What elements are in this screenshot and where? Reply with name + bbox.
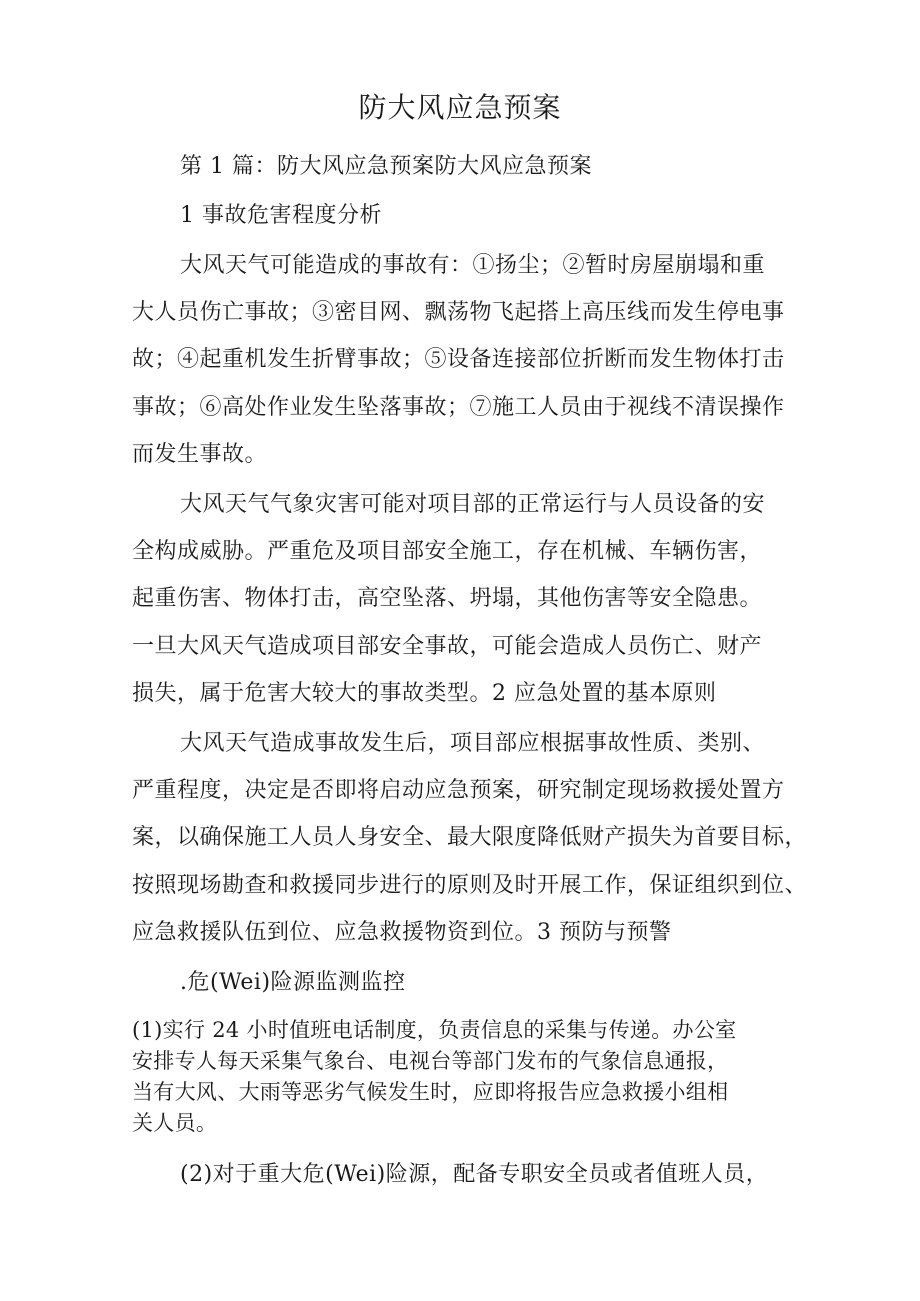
paragraph-line: 大人员伤亡事故；③密目网、飘荡物飞起搭上高压线而发生停电事 xyxy=(132,300,785,325)
paragraph-line: (1)实行 24 小时值班电话制度，负责信息的采集与传递。办公室 xyxy=(132,1018,737,1042)
paragraph-line: 故；④起重机发生折臂事故；⑤设备连接部位折断而发生物体打击 xyxy=(132,347,785,372)
section-heading: 1 事故危害程度分析 xyxy=(180,203,382,228)
paragraph-line: 事故；⑥高处作业发生坠落事故；⑦施工人员由于视线不清误操作 xyxy=(132,395,785,420)
paragraph-line: 大风天气气象灾害可能对项目部的正常运行与人员设备的安 xyxy=(180,492,766,517)
paragraph-line: 一旦大风天气造成项目部安全事故，可能会造成人员伤亡、财产 xyxy=(132,634,763,659)
paragraph-line: 损失，属于危害大较大的事故类型。2 应急处置的基本原则 xyxy=(132,681,717,706)
paragraph-line: 按照现场勘查和救援同步进行的原则及时开展工作，保证组织到位、 xyxy=(132,873,808,898)
paragraph-line: 案，以确保施工人员人身安全、最大限度降低财产损失为首要目标， xyxy=(132,825,808,850)
paragraph-line: (2)对于重大危(Wei)险源，配备专职安全员或者值班人员， xyxy=(180,1162,769,1187)
paragraph-line: 严重程度，决定是否即将启动应急预案，研究制定现场救援处置方 xyxy=(132,778,785,803)
paragraph-line: 大风天气造成事故发生后，项目部应根据事故性质、类别、 xyxy=(180,731,766,756)
paragraph-line: 起重伤害、物体打击，高空坠落、坍塌，其他伤害等安全隐患。 xyxy=(132,586,763,611)
chapter-heading: 第 1 篇：防大风应急预案防大风应急预案 xyxy=(180,154,592,179)
paragraph-line: 当有大风、大雨等恶劣气候发生时，应即将报告应急救援小组相 xyxy=(132,1080,729,1104)
paragraph-line: 应急救援队伍到位、应急救援物资到位。3 预防与预警 xyxy=(132,920,672,945)
paragraph-line: 安排专人每天采集气象台、电视台等部门发布的气象信息通报， xyxy=(132,1049,729,1073)
paragraph-line: 关人员。 xyxy=(132,1111,218,1135)
paragraph-line: 全构成威胁。严重危及项目部安全施工，存在机械、车辆伤害， xyxy=(132,539,763,564)
paragraph-line: 大风天气可能造成的事故有：①扬尘；②暂时房屋崩塌和重 xyxy=(180,253,766,278)
document-title: 防大风应急预案 xyxy=(358,91,562,124)
paragraph-line: 而发生事故。 xyxy=(132,442,268,467)
subsection-heading: .危(Wei)险源监测监控 xyxy=(180,970,406,995)
